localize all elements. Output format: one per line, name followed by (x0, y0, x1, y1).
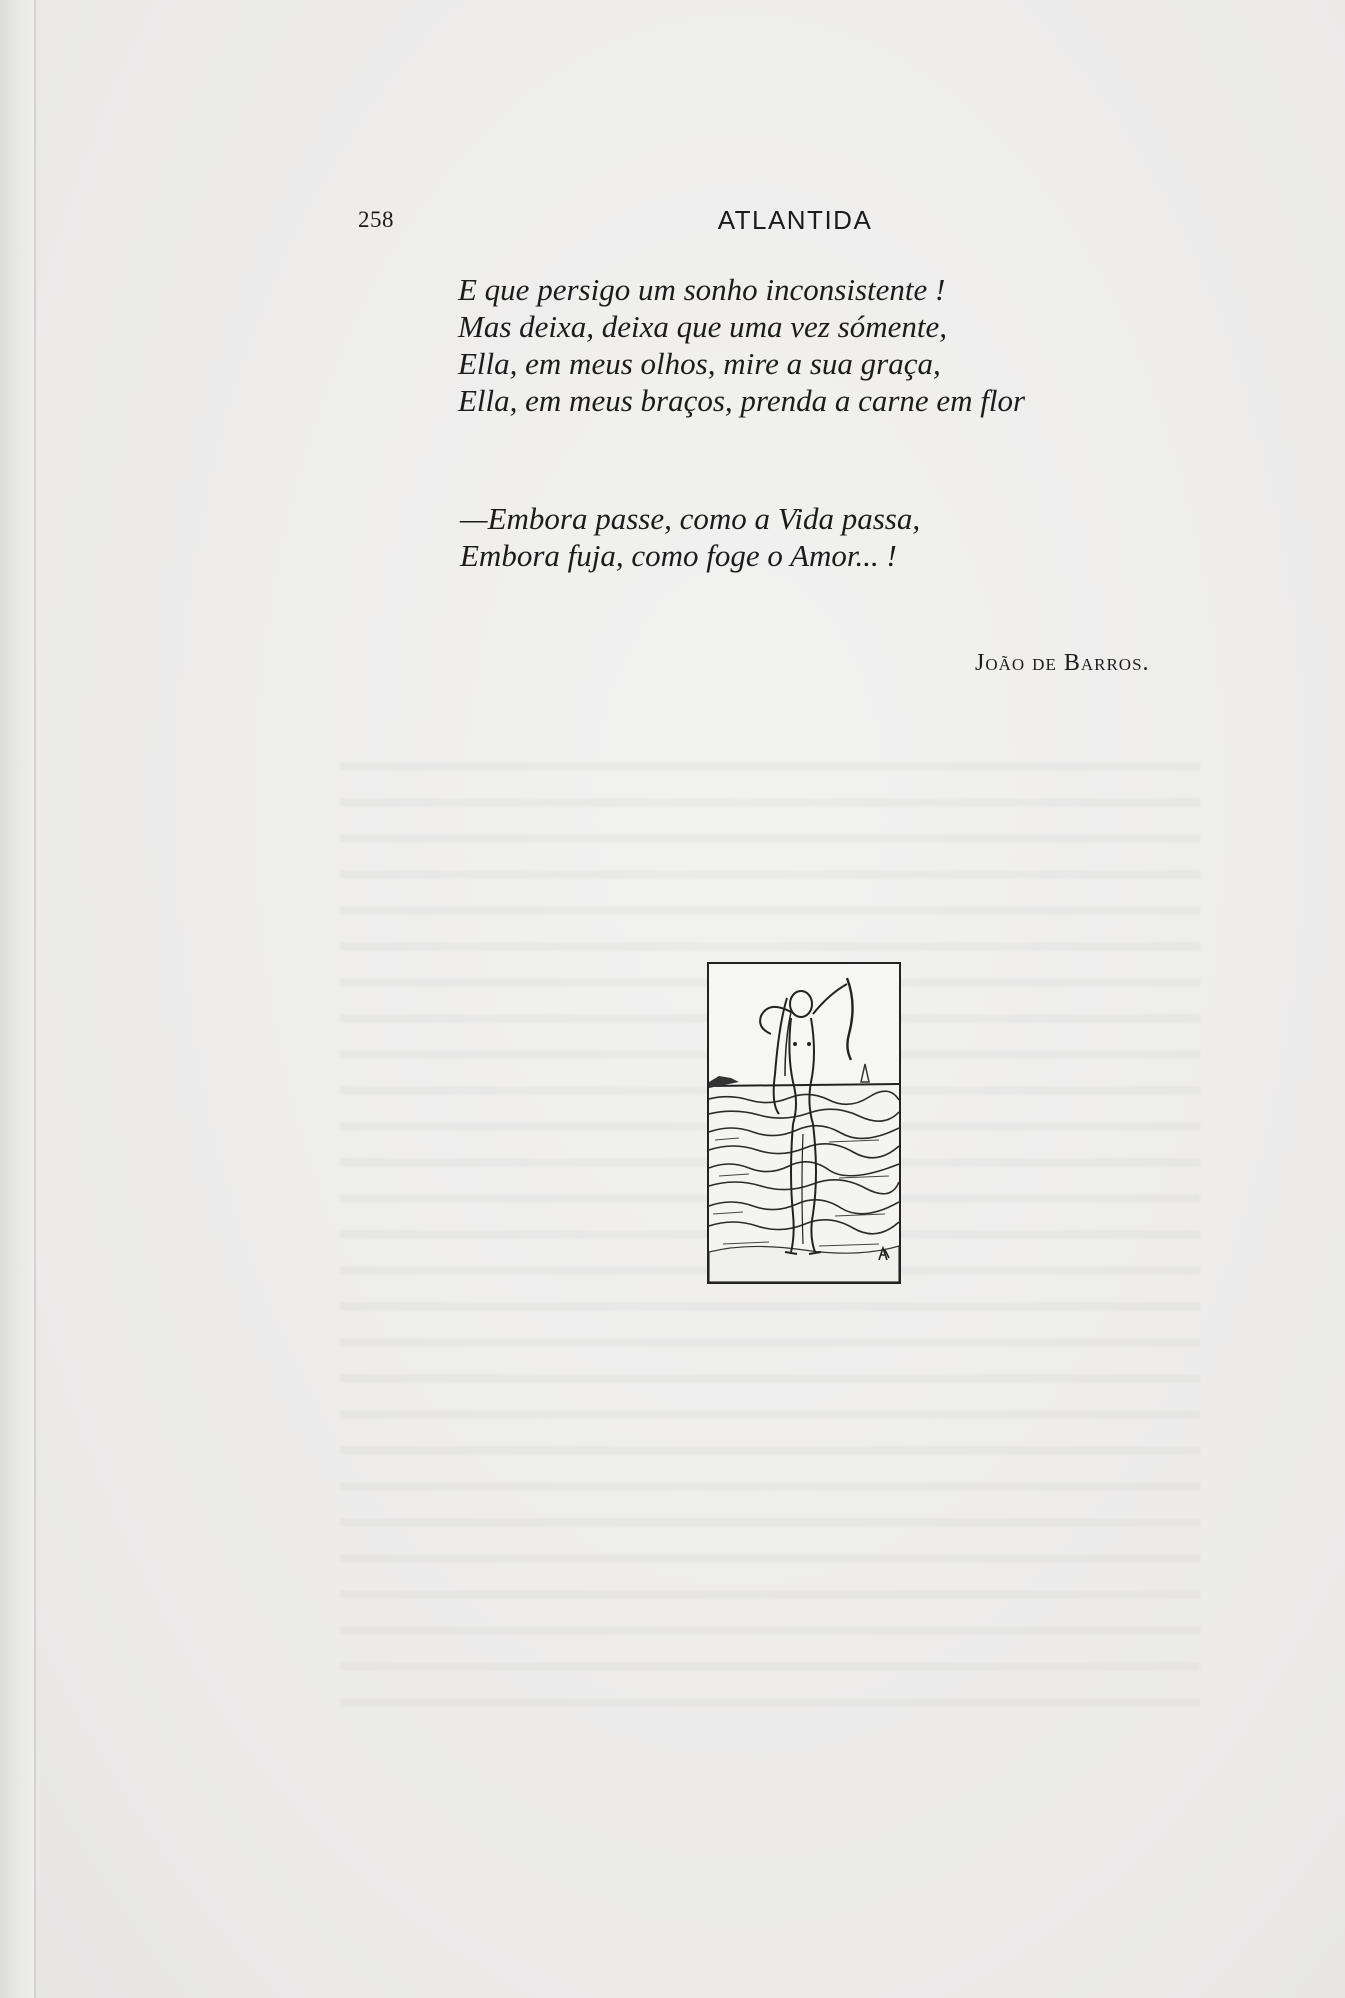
poem-stanza-2 (460, 500, 920, 574)
page-number: 258 (358, 207, 394, 232)
poem-stanza-1 (458, 271, 1025, 419)
poem-line: Mas deixa, deixa que uma vez sómente, (458, 309, 947, 344)
page-binding-edge (0, 0, 36, 1998)
running-title: ATLANTIDA (717, 205, 873, 235)
poem-line: —Embora passe, como a Vida passa, (460, 501, 921, 536)
poem-line: Ella, em meus olhos, mire a sua graça, (458, 346, 941, 381)
author-signature: João de Barros. (975, 650, 1150, 676)
engraving-art (709, 964, 899, 1282)
poem-line: E que persigo um sonho inconsistente ! (458, 272, 946, 307)
poem-line: Ella, em meus braços, prenda a carne em flor (458, 383, 1026, 418)
woman-by-the-sea-illustration (707, 962, 901, 1284)
poem-line: Embora fuja, como foge o Amor... ! (460, 538, 897, 573)
